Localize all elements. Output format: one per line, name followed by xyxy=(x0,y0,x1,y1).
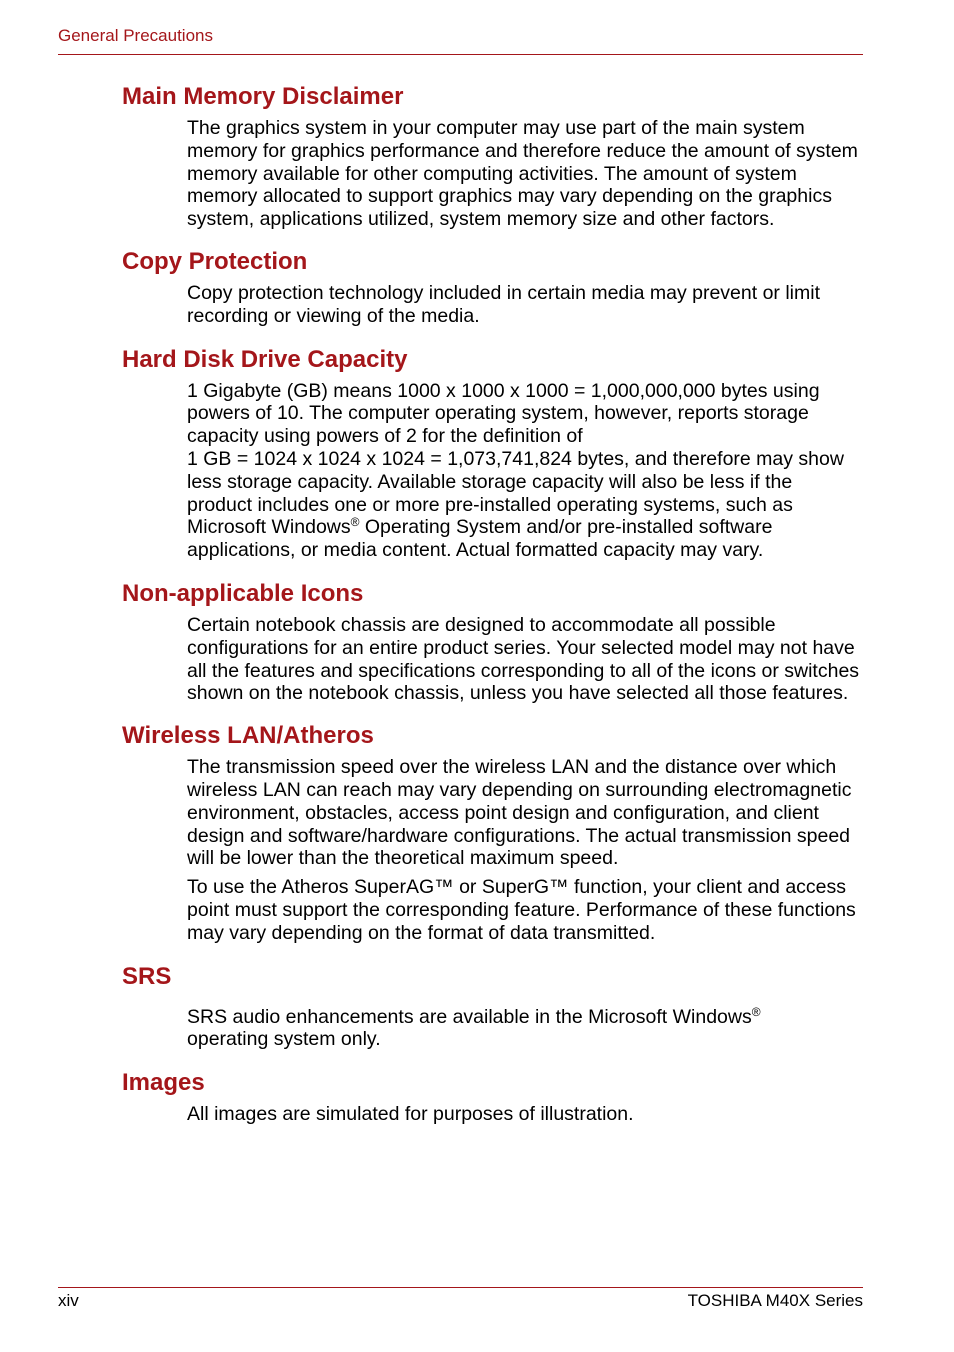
section-heading: Images xyxy=(122,1069,205,1097)
page-number: xiv xyxy=(58,1291,79,1310)
paragraph-text: Operating System and/or pre-installed software applications, or media content. Actual formatted capacity may vary. xyxy=(187,516,773,562)
section-paragraph: All images are simulated for purposes of illustration. xyxy=(187,1103,634,1126)
section-copy-protection xyxy=(122,247,862,328)
section-heading: Copy Protection xyxy=(122,247,308,275)
section-paragraph xyxy=(187,380,862,562)
section-wireless-lan-atheros xyxy=(122,721,862,944)
section-hard-disk-drive-capacity xyxy=(122,345,862,562)
section-images xyxy=(122,1068,862,1126)
paragraph-text: operating system only. xyxy=(187,1028,381,1051)
paragraph-text: 1 GB = 1024 x 1024 x 1024 = 1,073,741,824 bytes, and therefore may show less storage capacity. Available storage capacity will also be less if the product includes one or more pre-installed operating systems, such as Microsoft Windows xyxy=(187,447,844,539)
product-name: TOSHIBA M40X Series xyxy=(687,1291,863,1310)
section-heading: Main Memory Disclaimer xyxy=(122,83,404,110)
running-header: General Precautions xyxy=(58,26,213,45)
section-heading: Wireless LAN/Atheros xyxy=(122,722,374,750)
page-content xyxy=(122,82,862,1126)
section-paragraph: Copy protection technology included in certain media may prevent or limit recording or viewing of the media. xyxy=(187,281,820,327)
paragraph-text: 1 Gigabyte (GB) means 1000 x 1000 x 1000 = 1,000,000,000 bytes using powers of 10. The computer operating system, however, reports storage capacity using powers of 2 for the definition of xyxy=(187,379,820,448)
section-non-applicable-icons xyxy=(122,579,862,705)
section-paragraph xyxy=(187,1006,862,1052)
footer-rule xyxy=(58,1287,863,1288)
header-rule xyxy=(58,54,863,55)
section-paragraph: The graphics system in your computer may use part of the main system memory for graphics performance and therefore reduce the amount of system memory available for other computing activities. The amount of system memory allocated to support graphics may vary depending on the graphics system, applications utilized, system memory size and other factors. xyxy=(187,117,858,231)
section-srs xyxy=(122,962,862,1052)
section-paragraph: The transmission speed over the wireless LAN and the distance over which wireless LAN can reach may vary depending on surrounding electromagnetic environment, obstacles, access point design and configuration, and client design and software/hardware configurations. The actual transmission speed will be lower than the theoretical maximum speed. xyxy=(187,756,852,870)
registered-mark: ® xyxy=(350,515,360,530)
registered-mark: ® xyxy=(751,1004,761,1019)
section-paragraph: To use the Atheros SuperAG™ or SuperG™ function, your client and access point must support the corresponding feature. Performance of these functions may vary depending on the format of data transmitted. xyxy=(187,876,856,944)
section-main-memory-disclaimer xyxy=(122,82,862,231)
section-heading: Non-applicable Icons xyxy=(122,579,364,607)
paragraph-text: SRS audio enhancements are available in the Microsoft Windows xyxy=(187,1005,752,1028)
section-heading: Hard Disk Drive Capacity xyxy=(122,345,408,373)
section-heading: SRS xyxy=(122,962,172,990)
section-paragraph: Certain notebook chassis are designed to accommodate all possible configurations for an entire product series. Your selected model may not have all the features and specifications corresponding to all of the icons or switches shown on the notebook chassis, unless you have selected all those features. xyxy=(187,613,860,705)
